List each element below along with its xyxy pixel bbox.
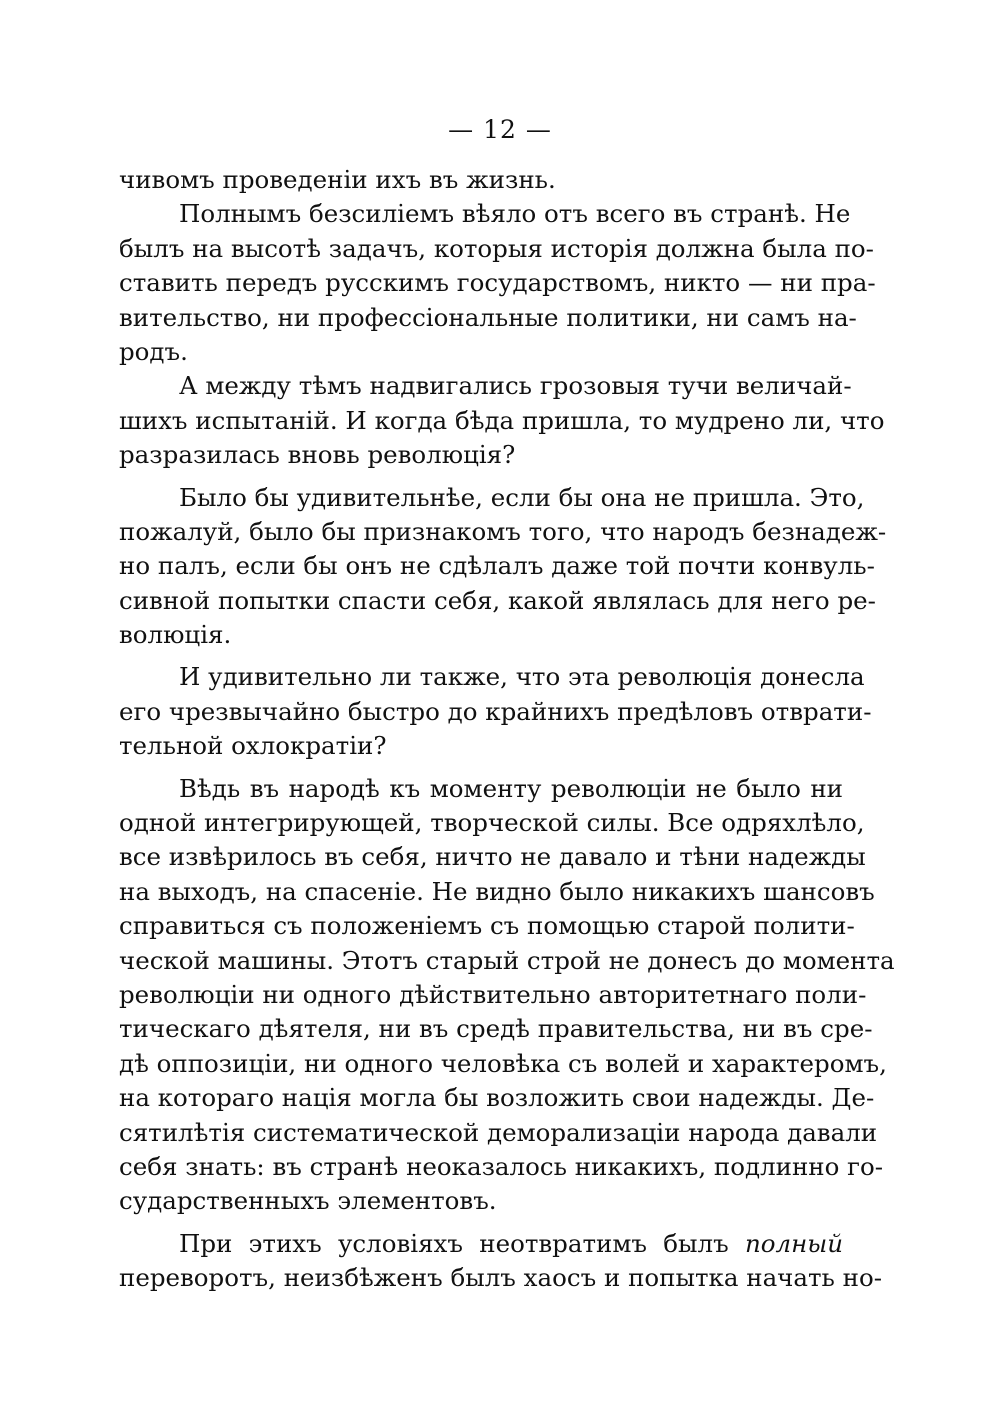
text-line: переворотъ, неизбѣженъ былъ хаосъ и попытка начать но-	[119, 1263, 883, 1293]
text-line: одной интегрирующей, творческой силы. Все одряхлѣло,	[119, 808, 865, 838]
text-line: ставить передъ русскимъ государствомъ, никто — ни пра-	[119, 268, 876, 298]
text-line: себя знать: въ странѣ неоказалось никакихъ, подлинно го-	[119, 1151, 884, 1181]
paragraph	[119, 660, 872, 763]
text-line: А между тѣмъ надвигались грозовыя тучи величай-	[179, 371, 852, 401]
text-line: Было бы удивительнѣе, если бы она не пришла. Это,	[179, 482, 865, 512]
text-line: разразилась вновь революцiя?	[119, 440, 516, 470]
text-line: сивной попытки спасти себя, какой являлась для него ре-	[119, 585, 876, 615]
text-line: ческой машины. Этотъ старый строй не донесъ до момента	[119, 945, 895, 975]
text-line: тельной охлократiи?	[119, 731, 387, 761]
paragraph	[119, 197, 876, 369]
text-line: дѣ оппозицiи, ни одного человѣка съ волей и характеромъ,	[119, 1048, 887, 1078]
text-line: но палъ, если бы онъ не сдѣлалъ даже той почти конвуль-	[119, 551, 875, 581]
text-line: Вѣдь въ народѣ къ моменту революцiи не было ни	[179, 773, 843, 803]
page-number: — 12 —	[448, 115, 552, 144]
text-line-prefix: При этихъ условiяхъ неотвратимъ былъ	[179, 1228, 745, 1258]
text-line: сятилѣтiя систематической деморализацiи народа давали	[119, 1117, 878, 1147]
paragraph	[119, 481, 887, 653]
text-line: Полнымъ безсилiемъ вѣяло отъ всего въ странѣ. Не	[179, 199, 851, 229]
text-line: сударственныхъ элементовъ.	[119, 1186, 497, 1216]
text-line: родъ.	[119, 336, 188, 366]
emphasized-word: полный	[745, 1228, 843, 1258]
text-line: И удивительно ли также, что эта революцiя донесла	[179, 662, 865, 692]
text-line: чивомъ проведенiи ихъ въ жизнь.	[119, 165, 556, 194]
text-line	[119, 1227, 843, 1261]
text-line: его чрезвычайно быстро до крайнихъ предѣловъ отврати-	[119, 696, 872, 726]
paragraph	[119, 369, 885, 472]
text-line: на выходъ, на спасенiе. Не видно было никакихъ шансовъ	[119, 876, 875, 906]
body-text	[119, 163, 895, 1296]
text-line: шихъ испытанiй. И когда бѣда пришла, то мудрено ли, что	[119, 405, 885, 435]
paragraph	[119, 772, 895, 1219]
text-line: революцiи ни одного дѣйствительно авторитетнаго поли-	[119, 979, 867, 1009]
text-line: тическаго дѣятеля, ни въ средѣ правительства, ни въ сре-	[119, 1014, 873, 1044]
text-line: все извѣрилось въ себя, ничто не давало и тѣни надежды	[119, 842, 866, 872]
text-line: былъ на высотѣ задачъ, которыя исторiя должна была по-	[119, 233, 874, 263]
text-line: вительство, ни профессiональные политики, ни самъ на-	[119, 302, 857, 332]
text-line: справиться съ положенiемъ съ помощью старой полити-	[119, 911, 855, 941]
text-line: пожалуй, было бы признакомъ того, что народъ безнадеж-	[119, 516, 887, 546]
paragraph	[119, 1227, 883, 1296]
text-line: волюцiя.	[119, 620, 232, 650]
text-line: на котораго нацiя могла бы возложить свои надежды. Де-	[119, 1083, 875, 1113]
paragraph-continuation	[119, 163, 843, 197]
